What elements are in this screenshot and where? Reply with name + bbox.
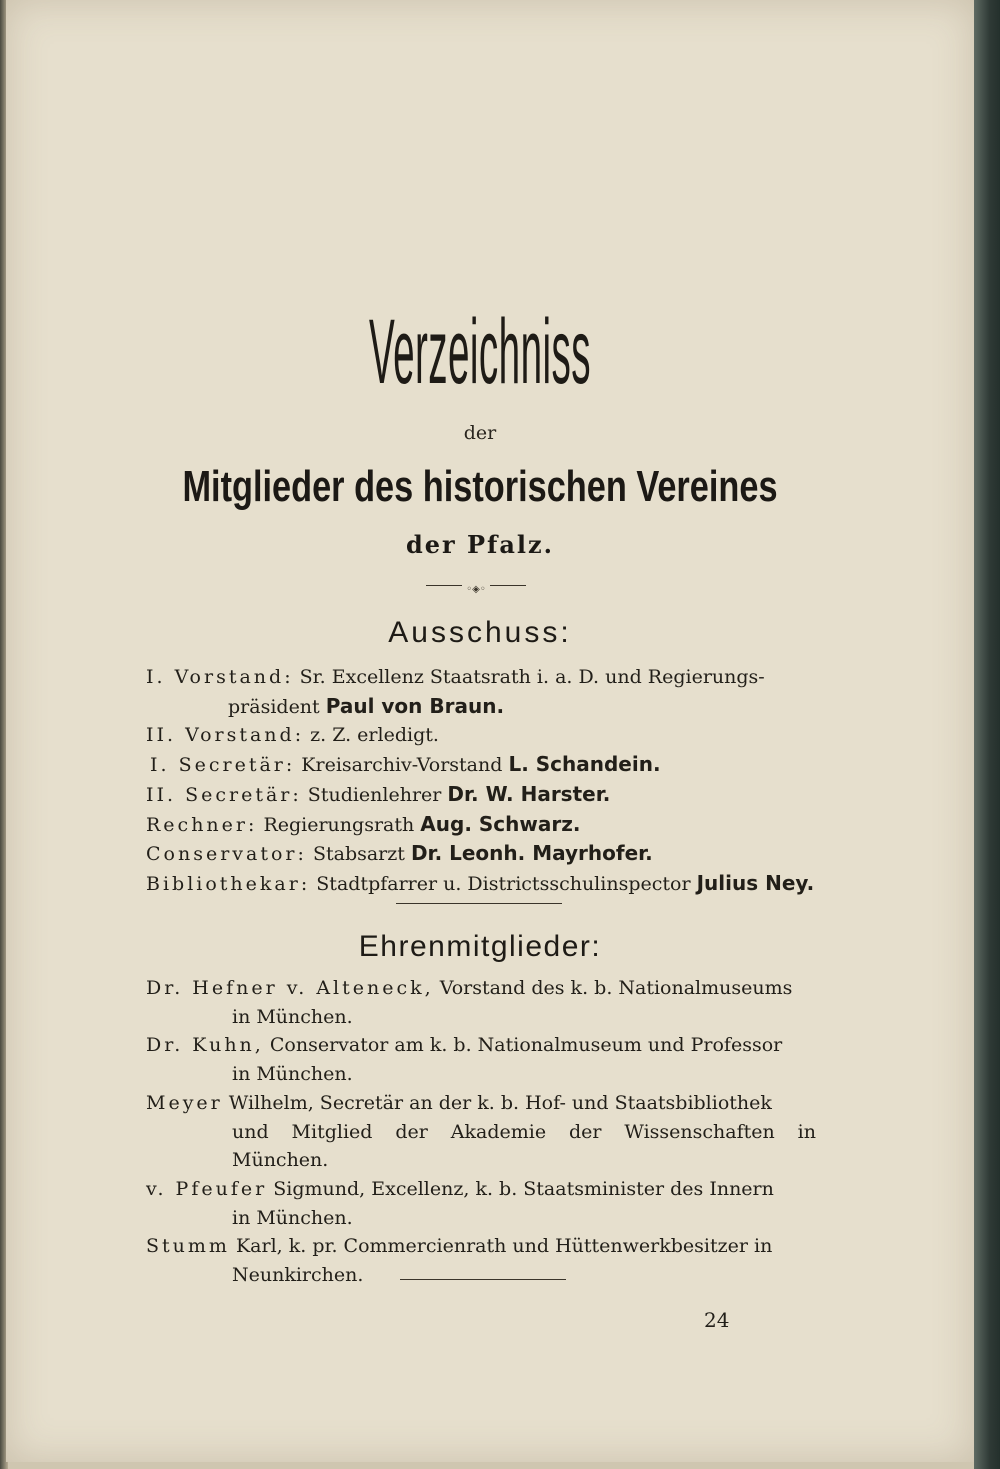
honorary-member	[146, 1089, 816, 1118]
member-text: Vorstand des k. b. Nationalmuseums	[433, 977, 793, 999]
entry-role: Bibliothekar:	[146, 872, 311, 895]
entry-role: Conservator:	[146, 843, 307, 866]
entry-role: I. Secretär:	[150, 754, 296, 777]
member-name: Dr. Kuhn,	[146, 1034, 264, 1057]
member-text: Sigmund, Excellenz, k. b. Staatsminister des Innern	[267, 1177, 774, 1200]
member-text: Wilhelm, Secretär an der k. b. Hof- und Staatsbibliothek	[222, 1091, 772, 1114]
entry-text: Studienlehrer	[301, 783, 448, 806]
subtitle-main: Mitglieder des historischen Vereines	[182, 462, 778, 511]
ausschuss-entry-continuation	[146, 692, 816, 722]
ehrenmitglieder-heading: Ehrenmitglieder:	[358, 930, 602, 963]
entry-text: präsident	[228, 695, 326, 718]
honorary-member-continuation: in München.	[232, 1063, 353, 1086]
page-title: Verzeichniss	[369, 301, 591, 403]
honorary-member-continuation: in München.	[232, 1005, 353, 1028]
entry-text: Stabsarzt	[306, 843, 411, 866]
entry-role: II. Secretär:	[146, 783, 302, 806]
member-name: Dr. Hefner v. Alteneck,	[146, 977, 434, 999]
section-rule	[396, 903, 562, 904]
subtitle-region: der Pfalz.	[405, 530, 555, 559]
ausschuss-entry	[146, 839, 816, 869]
ausschuss-entry	[146, 780, 816, 810]
member-name: Meyer	[146, 1091, 223, 1114]
entry-person: Julius Ney.	[696, 870, 815, 895]
entry-person: Aug. Schwarz.	[420, 811, 581, 836]
ausschuss-entry	[146, 721, 816, 750]
entry-text: Kreisarchiv-Vorstand	[295, 754, 509, 777]
entry-role: I. Vorstand:	[146, 666, 294, 688]
honorary-member-continuation: Neunkirchen.	[232, 1264, 364, 1287]
ausschuss-heading: Ausschuss:	[388, 616, 572, 649]
entry-person: Dr. Leonh. Mayrhofer.	[410, 841, 653, 866]
entry-role: II. Vorstand:	[146, 724, 305, 747]
entry-person: Dr. W. Harster.	[447, 781, 611, 806]
honorary-member	[146, 1175, 816, 1204]
entry-text: Sr. Excellenz Staatsrath i. a. D. und Regierungs-	[293, 666, 765, 688]
member-name: v. Pfeufer	[146, 1177, 268, 1200]
entry-person: Paul von Braun.	[325, 693, 505, 718]
member-text: Karl, k. pr. Commercienrath und Hüttenwerkbesitzer in	[229, 1235, 773, 1258]
honorary-member	[146, 1232, 816, 1261]
member-text: Conservator am k. b. Nationalmuseum und Professor	[263, 1034, 783, 1057]
section-rule	[400, 1279, 566, 1280]
ausschuss-list	[146, 663, 816, 899]
entry-person: L. Schandein.	[508, 752, 661, 777]
page-number: 24	[704, 1308, 730, 1332]
ausschuss-entry	[146, 663, 816, 692]
entry-text: z. Z. erledigt.	[304, 724, 439, 747]
subtitle-der: der	[463, 422, 497, 444]
ornament-divider: ◦◈◦	[426, 576, 526, 596]
honorary-member-continuation: in München.	[232, 1206, 353, 1229]
honorary-member-continuation: und Mitglied der Akademie der Wissenschaften in München.	[232, 1120, 816, 1172]
ausschuss-entry	[146, 869, 816, 899]
ausschuss-entry	[146, 810, 816, 840]
entry-text: Stadtpfarrer u. Districtsschulinspector	[310, 872, 697, 895]
honorary-member	[146, 974, 816, 1003]
ehrenmitglieder-list	[146, 974, 816, 1290]
entry-role: Rechner:	[146, 813, 258, 836]
document-page	[6, 0, 974, 1462]
entry-text: Regierungsrath	[257, 813, 421, 836]
honorary-member	[146, 1031, 816, 1060]
book-spine	[974, 0, 1000, 1469]
ausschuss-entry	[146, 750, 816, 780]
member-name: Stumm	[146, 1235, 230, 1258]
